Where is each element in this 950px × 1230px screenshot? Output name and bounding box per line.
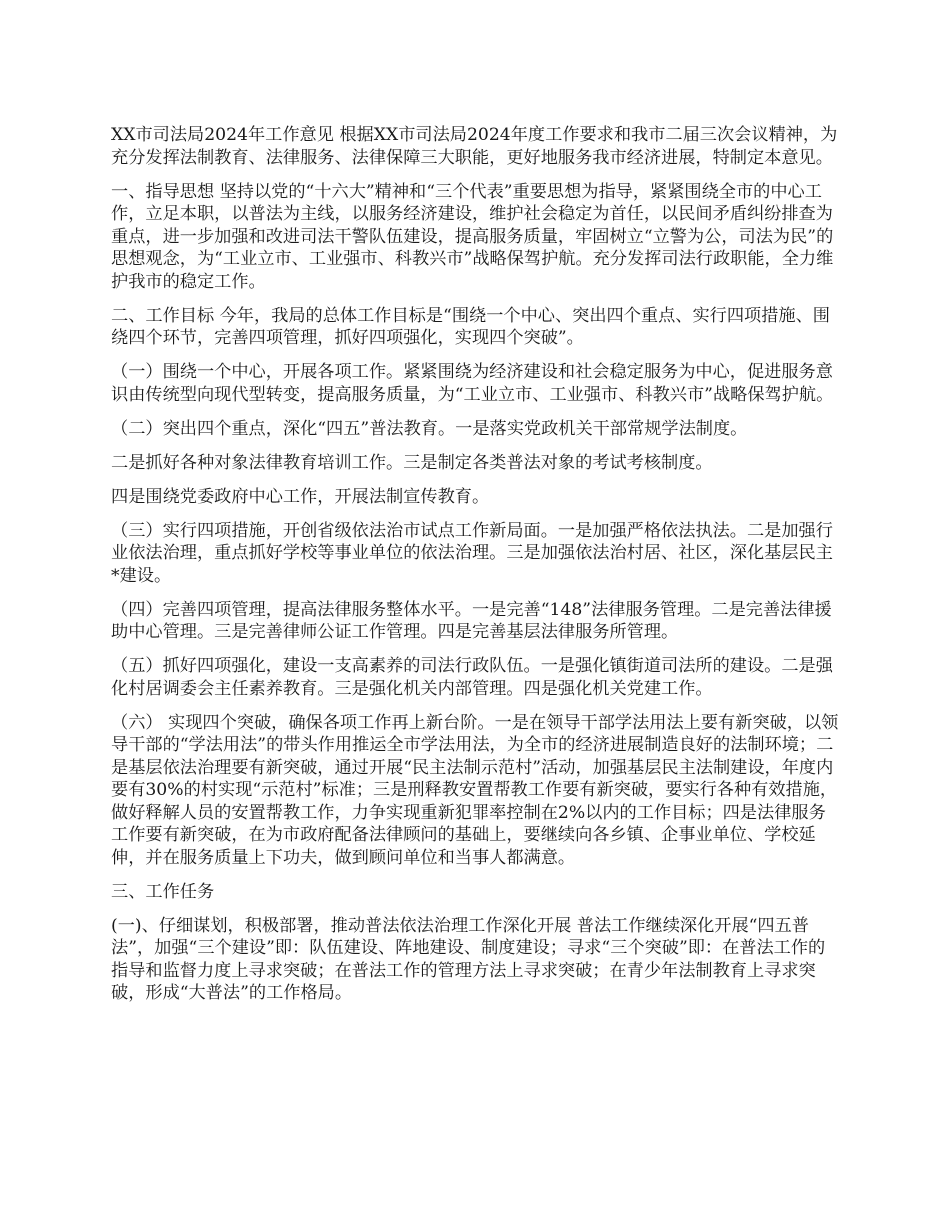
goal-five-paragraph: （五）抓好四项强化，建设一支高素养的司法行政队伍。一是强化镇街道司法所的建设。二是强化村居调委会主任素养教育。三是强化机关内部管理。四是强化机关党建工作。: [111, 656, 833, 699]
goal-three-paragraph: （三）实行四项措施，开创省级依法治市试点工作新局面。一是加强严格依法执法。二是加强行业依法治理，重点抓好学校等事业单位的依法治理。三是加强依法治村居、社区，深化基层民主*建设。: [111, 520, 833, 586]
intro-paragraph: XX市司法局2024年工作意见 根据XX市司法局2024年度工作要求和我市二届三次会议精神，为充分发挥法制教育、法律服务、法律保障三大职能，更好地服务我市经济进展，特制定本意见。: [111, 125, 838, 168]
task-one-paragraph: (一)、仔细谋划，积极部署，推动普法依法治理工作深化开展 普法工作继续深化开展“四五普法”，加强“三个建设”即：队伍建设、阵地建设、制度建设；寻求“三个突破”即：在普法工作的指导和监督力度上寻求突破；在普法工作的管理方法上寻求突破；在青少年法制教育上寻求突破，形成“大普法”的工作格局。: [111, 915, 826, 1003]
goal-six-paragraph: （六） 实现四个突破，确保各项工作再上新台阶。一是在领导干部学法用法上要有新突破，以领导干部的“学法用法”的带头作用推运全市学法用法，为全市的经济进展制造良好的法制环境；二是基层依法治理要有新突破，通过开展“民主法制示范村”活动，加强基层民主法制建设，年度内要有30%的村实现“示范村”标准；三是刑释教安置帮教工作要有新突破，要实行各种有效措施，做好释解人员的安置帮教工作，力争实现重新犯罪率控制在2%以内的工作目标；四是法律服务工作要有新突破，在为市政府配备法律顾问的基础上，要继续向各乡镇、企事业单位、学校延伸，并在服务质量上下功夫，做到顾问单位和当事人都满意。: [111, 712, 839, 868]
work-tasks-heading: 三、工作任务: [111, 881, 215, 902]
goal-four-paragraph: （四）完善四项管理，提高法律服务整体水平。一是完善“148”法律服务管理。二是完善法律援助中心管理。三是完善律师公证工作管理。四是完善基层法律服务所管理。: [111, 599, 832, 642]
document-body: [111, 124, 839, 1016]
goal-one-paragraph: （一）围绕一个中心，开展各项工作。紧紧围绕为经济建设和社会稳定服务为中心，促进服务意识由传统型向现代型转变，提高服务质量，为“工业立市、工业强市、科教兴市”战略保驾护航。: [111, 362, 834, 405]
guiding-ideology-paragraph: 一、指导思想 坚持以党的“十六大”精神和“三个代表”重要思想为指导，紧紧围绕全市的中心工作，立足本职，以普法为主线，以服务经济建设，维护社会稳定为首任，以民间矛盾纠纷排查为重点，进一步加强和改进司法干警队伍建设，提高服务质量，牢固树立“立警为公，司法为民”的思想观念，为“工业立市、工业强市、科教兴市”战略保驾护航。充分发挥司法行政职能，全力维护我市的稳定工作。: [111, 181, 834, 292]
goal-two-final-paragraph: 四是围绕党委政府中心工作，开展法制宣传教育。: [111, 486, 490, 507]
work-goals-paragraph: 二、工作目标 今年，我局的总体工作目标是“围绕一个中心、突出四个重点、实行四项措施、围绕四个环节，完善四项管理，抓好四项强化，实现四个突破”。: [111, 305, 830, 348]
goal-two-paragraph: （二）突出四个重点，深化“四五”普法教育。一是落实党政机关干部常规学法制度。: [111, 418, 748, 439]
goal-two-continued-paragraph: 二是抓好各种对象法律教育培训工作。三是制定各类普法对象的考试考核制度。: [111, 452, 713, 473]
